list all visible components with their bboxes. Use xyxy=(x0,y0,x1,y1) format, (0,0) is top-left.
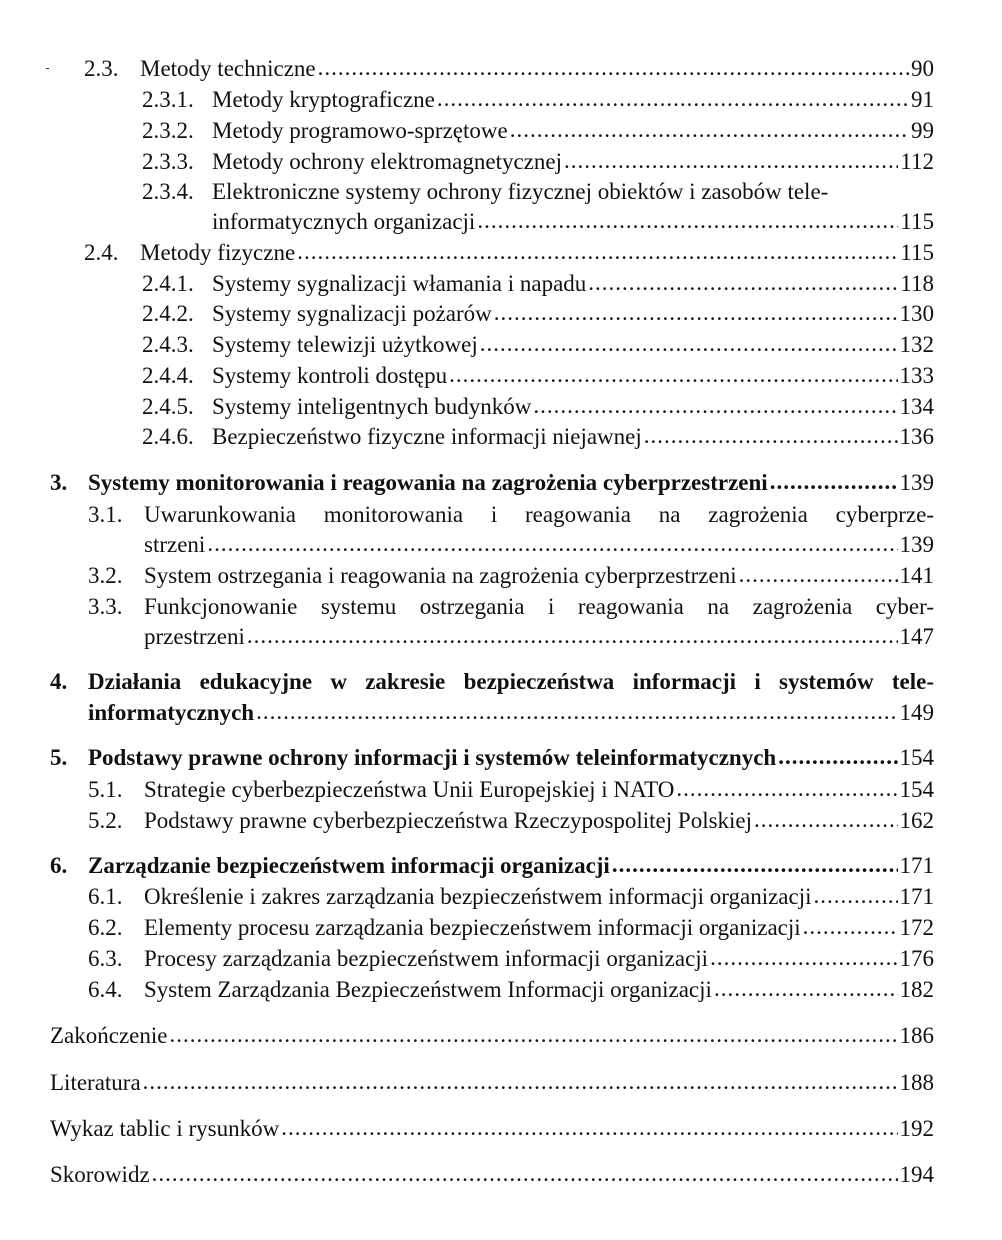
toc-entry xyxy=(50,1160,934,1190)
toc-entry-number: 3.3. xyxy=(88,594,123,619)
toc-entry-page: 134 xyxy=(899,394,934,419)
toc-leader-dots xyxy=(770,467,898,497)
toc-leader-dots xyxy=(256,697,897,727)
toc-entry-title: Metody fizyczne xyxy=(140,240,296,265)
toc-entry-page: 136 xyxy=(899,424,934,449)
toc-leader-dots xyxy=(480,329,898,359)
toc-entry xyxy=(88,975,934,1005)
toc-entry xyxy=(84,238,934,268)
toc-entry-number: 6.1. xyxy=(88,884,123,909)
toc-entry-title-line1: Elektroniczne systemy ochrony fizycznej obiektów i zasobów tele- xyxy=(212,179,829,204)
toc-leader-dots xyxy=(297,237,898,267)
toc-chapter-entry xyxy=(50,468,934,498)
toc-entry-title: Metody programowo-sprzętowe xyxy=(212,118,508,143)
toc-entry-title: Systemy sygnalizacji włamania i napadu xyxy=(212,271,587,296)
toc-entry-page: 154 xyxy=(899,777,934,802)
toc-entry-page: 171 xyxy=(899,884,934,909)
toc-entry-title: Skorowidz xyxy=(50,1162,150,1187)
toc-entry-page: 139 xyxy=(899,532,934,557)
toc-entry xyxy=(142,330,934,360)
toc-leader-dots xyxy=(207,529,897,559)
toc-entry-title-line1: Uwarunkowania monitorowania i reagowania na zagrożenia cyberprze- xyxy=(144,502,934,527)
toc-entry-page: 188 xyxy=(899,1070,934,1095)
toc-entry-number: 2.4.4. xyxy=(142,363,194,388)
toc-entry-number: 2.4.3. xyxy=(142,332,194,357)
toc-chapter-entry xyxy=(50,851,934,881)
toc-entry xyxy=(142,392,934,422)
toc-leader-dots xyxy=(739,560,898,590)
toc-entry-page: 147 xyxy=(899,624,934,649)
toc-entry xyxy=(88,944,934,974)
toc-leader-dots xyxy=(318,53,909,83)
toc-entry-page: 91 xyxy=(911,87,934,112)
toc-leader-dots xyxy=(564,146,898,176)
toc-entry-page: 172 xyxy=(899,915,934,940)
toc-entry-line1 xyxy=(88,500,934,530)
toc-entry-number: 2.3.2. xyxy=(142,118,194,143)
toc-entry-page: 192 xyxy=(899,1116,934,1141)
toc-entry xyxy=(142,85,934,115)
toc-leader-dots xyxy=(714,974,898,1004)
toc-entry-number: 4. xyxy=(50,669,68,694)
toc-entry-title: Podstawy prawne ochrony informacji i systemów teleinformatycznych xyxy=(88,745,777,770)
toc-entry-page: 154 xyxy=(899,745,934,770)
toc-leader-dots xyxy=(143,1067,898,1097)
toc-entry-title: Metody kryptograficzne xyxy=(212,87,435,112)
toc-leader-dots xyxy=(247,621,898,651)
toc-leader-dots xyxy=(449,360,897,390)
toc-leader-dots xyxy=(803,912,898,942)
toc-chapter-entry-line1 xyxy=(50,667,934,697)
toc-entry-page: 99 xyxy=(911,118,934,143)
toc-entry-title: Zarządzanie bezpieczeństwem informacji organizacji xyxy=(88,853,610,878)
toc-entry xyxy=(50,1114,934,1144)
toc-leader-dots xyxy=(533,391,897,421)
toc-leader-dots xyxy=(477,206,898,236)
toc-entry-title: Bezpieczeństwo fizyczne informacji niejawnej xyxy=(212,424,642,449)
toc-entry-page: 90 xyxy=(911,56,934,81)
toc-entry-number: 6.3. xyxy=(88,946,123,971)
toc-entry-page: 186 xyxy=(899,1023,934,1048)
toc-entry-page: 141 xyxy=(899,563,934,588)
toc-entry-number: 6.4. xyxy=(88,977,123,1002)
toc-entry-title: Systemy monitorowania i reagowania na zagrożenia cyberprzestrzeni xyxy=(88,470,768,495)
toc-entry-number: 6.2. xyxy=(88,915,123,940)
toc-leader-dots xyxy=(754,805,897,835)
toc-leader-dots xyxy=(494,298,898,328)
toc-leader-dots xyxy=(152,1159,898,1189)
toc-entry xyxy=(88,561,934,591)
toc-entry-number: 2.4.6. xyxy=(142,424,194,449)
toc-entry-page: 115 xyxy=(900,240,934,265)
toc-entry-number: 5.1. xyxy=(88,777,123,802)
toc-entry xyxy=(142,269,934,299)
toc-entry-title: informatycznych xyxy=(88,700,255,725)
toc-entry-title: Procesy zarządzania bezpieczeństwem informacji organizacji xyxy=(144,946,709,971)
toc-entry-title: strzeni xyxy=(144,532,206,557)
toc-leader-dots xyxy=(437,84,909,114)
toc-entry-number: 3.2. xyxy=(88,563,123,588)
toc-entry-title: Metody techniczne xyxy=(140,56,316,81)
toc-entry-title: Wykaz tablic i rysunków xyxy=(50,1116,280,1141)
toc-entry-page: 194 xyxy=(899,1162,934,1187)
toc-chapter-entry xyxy=(88,698,934,728)
toc-chapter-entry xyxy=(50,743,934,773)
toc-entry-line1 xyxy=(142,177,934,207)
toc-leader-dots xyxy=(814,881,898,911)
toc-entry xyxy=(88,806,934,836)
toc-leader-dots xyxy=(778,742,897,772)
toc-entry-title: Systemy telewizji użytkowej xyxy=(212,332,478,357)
toc-entry-page: 176 xyxy=(899,946,934,971)
toc-entry-number: 2.3.1. xyxy=(142,87,194,112)
toc-entry-title-line1: Funkcjonowanie systemu ostrzegania i reagowania na zagrożenia cyber- xyxy=(144,594,934,619)
toc-entry-number: 3. xyxy=(50,470,68,495)
toc-entry-title: Określenie i zakres zarządzania bezpieczeństwem informacji organizacji xyxy=(144,884,812,909)
toc-entry-page: 115 xyxy=(900,209,934,234)
toc-leader-dots xyxy=(710,943,897,973)
toc-entry xyxy=(84,54,934,84)
toc-entry xyxy=(142,299,934,329)
toc-entry-page: 149 xyxy=(899,700,934,725)
toc-entry-title: Systemy sygnalizacji pożarów xyxy=(212,301,492,326)
toc-entry-page: 139 xyxy=(899,470,934,495)
toc-entry-title: System Zarządzania Bezpieczeństwem Informacji organizacji xyxy=(144,977,712,1002)
toc-entry-number: 2.3.4. xyxy=(142,179,194,204)
scan-speck xyxy=(46,68,49,69)
toc-leader-dots xyxy=(169,1020,897,1050)
toc-entry-page: 162 xyxy=(899,808,934,833)
toc-leader-dots xyxy=(644,421,898,451)
toc-entry-page: 130 xyxy=(899,301,934,326)
toc-entry xyxy=(88,913,934,943)
toc-entry-number: 2.4. xyxy=(84,240,119,265)
toc-entry-number: 3.1. xyxy=(88,502,123,527)
toc-entry-title: Literatura xyxy=(50,1070,141,1095)
toc-entry-title: Zakończenie xyxy=(50,1023,168,1048)
toc-entry-line1 xyxy=(88,592,934,622)
toc-entry-page: 118 xyxy=(900,271,934,296)
toc-entry-number: 5.2. xyxy=(88,808,123,833)
toc-entry-title-line1: Działania edukacyjne w zakresie bezpieczeństwa informacji i systemów tele- xyxy=(88,669,934,694)
toc-entry xyxy=(144,622,934,652)
toc-entry-title: Strategie cyberbezpieczeństwa Unii Europejskiej i NATO xyxy=(144,777,675,802)
toc-leader-dots xyxy=(281,1113,897,1143)
toc-leader-dots xyxy=(588,268,898,298)
toc-entry-title: Metody ochrony elektromagnetycznej xyxy=(212,149,562,174)
toc-entry-title: informatycznych organizacji xyxy=(212,209,476,234)
toc-entry xyxy=(88,775,934,805)
toc-entry xyxy=(142,422,934,452)
toc-entry-number: 2.4.1. xyxy=(142,271,194,296)
toc-entry-title: Systemy kontroli dostępu xyxy=(212,363,448,388)
toc-entry xyxy=(212,207,934,237)
toc-entry-number: 2.4.2. xyxy=(142,301,194,326)
toc-entry-title: Systemy inteligentnych budynków xyxy=(212,394,532,419)
toc-entry xyxy=(142,116,934,146)
toc-entry-number: 6. xyxy=(50,853,68,878)
toc-entry-page: 112 xyxy=(900,149,934,174)
toc-entry-page: 132 xyxy=(899,332,934,357)
toc-entry xyxy=(88,882,934,912)
toc-entry-number: 2.3. xyxy=(84,56,119,81)
toc-entry xyxy=(142,361,934,391)
toc-entry xyxy=(144,530,934,560)
toc-entry-page: 171 xyxy=(899,853,934,878)
toc-entry-number: 2.4.5. xyxy=(142,394,194,419)
toc-entry-page: 133 xyxy=(899,363,934,388)
toc-entry-title: System ostrzegania i reagowania na zagrożenia cyberprzestrzeni xyxy=(144,563,737,588)
toc-leader-dots xyxy=(612,850,898,880)
toc-entry-number: 5. xyxy=(50,745,68,770)
toc-entry-title: Elementy procesu zarządzania bezpieczeństwem informacji organizacji xyxy=(144,915,801,940)
toc-entry-title: przestrzeni xyxy=(144,624,245,649)
toc-entry-page: 182 xyxy=(899,977,934,1002)
toc-entry xyxy=(50,1021,934,1051)
toc-entry xyxy=(50,1068,934,1098)
toc-entry xyxy=(142,147,934,177)
toc-entry-number: 2.3.3. xyxy=(142,149,194,174)
toc-entry-title: Podstawy prawne cyberbezpieczeństwa Rzeczypospolitej Polskiej xyxy=(144,808,753,833)
toc-leader-dots xyxy=(676,774,897,804)
toc-leader-dots xyxy=(510,115,909,145)
